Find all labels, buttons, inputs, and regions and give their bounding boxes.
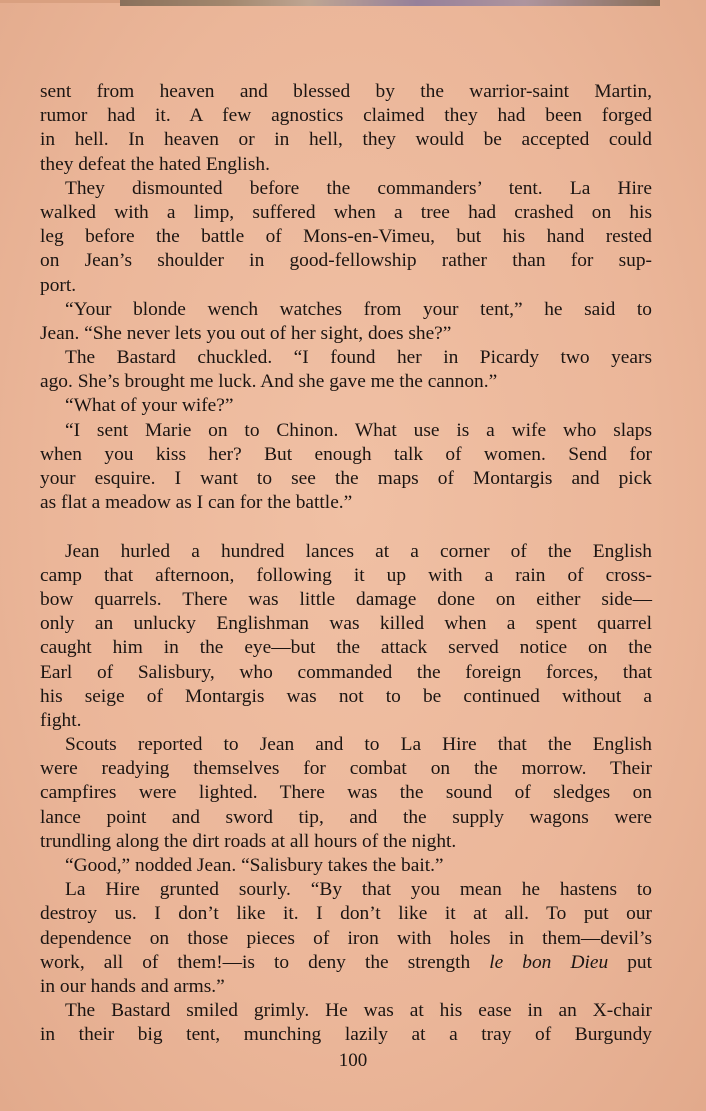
text-line: they defeat the hated English. (40, 153, 270, 175)
text-line: work, all of them!—is to deny the strength le bon Dieu put (40, 951, 652, 973)
page-binding-edge (120, 0, 660, 6)
text-line: “Your blonde wench watches from your tent,” he said to (65, 298, 652, 320)
text-line: lance point and sword tip, and the supply wagons were (40, 806, 652, 828)
text-line: camp that afternoon, following it up with a rain of cross- (40, 564, 652, 586)
body-text (40, 80, 652, 1048)
text-line: rumor had it. A few agnostics claimed they had been forged (40, 105, 652, 127)
text-line: walked with a limp, suffered when a tree had crashed on his (40, 201, 652, 223)
text-line: trundling along the dirt roads at all hours of the night. (40, 830, 457, 852)
text-line: The Bastard chuckled. “I found her in Picardy two years (65, 347, 652, 369)
text-line: on Jean’s shoulder in good-fellowship rather than for sup- (40, 250, 652, 272)
text-line: Jean hurled a hundred lances at a corner of the English (65, 540, 652, 562)
text-line: Scouts reported to Jean and to La Hire that the English (65, 734, 652, 756)
text-line: in hell. In heaven or in hell, they would be accepted could (40, 129, 652, 151)
text-line: “What of your wife?” (65, 395, 234, 417)
text-line: Earl of Salisbury, who commanded the foreign forces, that (40, 661, 652, 683)
text-line: leg before the battle of Mons-en-Vimeu, but his hand rested (40, 226, 652, 248)
section-break (40, 515, 652, 539)
text-line: sent from heaven and blessed by the warrior-saint Martin, (40, 81, 652, 102)
text-line: caught him in the eye—but the attack served notice on the (40, 637, 652, 659)
text-line: La Hire grunted sourly. “By that you mean he hastens to (65, 879, 652, 901)
text-line: Jean. “She never lets you out of her sight, does she?” (40, 322, 452, 344)
text-line: in our hands and arms.” (40, 975, 225, 997)
text-line: The Bastard smiled grimly. He was at his ease in an X-chair (65, 1000, 652, 1022)
text-line: port. (40, 274, 77, 296)
text-line: when you kiss her? But enough talk of women. Send for (40, 443, 652, 465)
text-line: dependence on those pieces of iron with holes in them—devil’s (40, 927, 652, 949)
text-line: ago. She’s brought me luck. And she gave me the cannon.” (40, 371, 498, 393)
text-line: as flat a meadow as I can for the battle.” (40, 492, 353, 514)
text-line: They dismounted before the commanders’ tent. La Hire (65, 177, 652, 199)
text-line: were readying themselves for combat on the morrow. Their (40, 758, 652, 780)
text-line: “Good,” nodded Jean. “Salisbury takes the bait.” (65, 855, 444, 876)
text-line: fight. (40, 709, 82, 731)
page-top-edge (0, 0, 120, 3)
text-line: only an unlucky Englishman was killed when a spent quarrel (40, 613, 652, 635)
text-line: campfires were lighted. There was the sound of sledges on (40, 782, 652, 804)
page-number: 100 (338, 1050, 368, 1071)
text-line: “I sent Marie on to Chinon. What use is a wife who slaps (65, 419, 652, 441)
text-line: in their big tent, munching lazily at a tray of Burgundy (40, 1024, 652, 1046)
text-line: your esquire. I want to see the maps of Montargis and pick (40, 468, 652, 489)
text-line: bow quarrels. There was little damage done on either side— (40, 588, 652, 610)
text-line: destroy us. I don’t like it. I don’t like it at all. To put our (40, 903, 652, 925)
text-line: his seige of Montargis was not to be continued without a (40, 685, 652, 707)
